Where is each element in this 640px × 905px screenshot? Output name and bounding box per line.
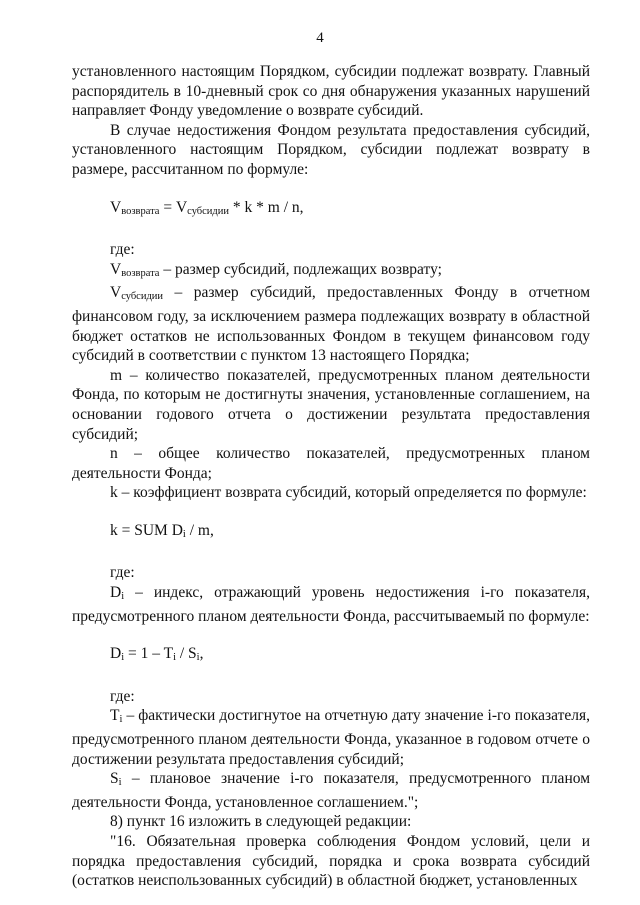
where-label: где: <box>110 564 135 582</box>
definition-k: k – коэффициент возврата субсидий, который определяется по формуле: <box>110 484 587 502</box>
definition-di: Di – индекс, отражающий уровень недостижения i-го показателя, предусмотренного планом деятельности Фонда, рассчитываемый по формуле: <box>72 584 590 625</box>
definition-ti: Ti – фактически достигнутое на отчетную дату значение i-го показателя, предусмотренного планом деятельности Фонда, указанное в годовом отчете о достижении результата предоставления субсидий; <box>72 707 590 768</box>
where-label: где: <box>110 241 135 259</box>
formula-di: Di = 1 – Ti / Si, <box>110 645 204 664</box>
item-8: 8) пункт 16 изложить в следующей редакции: <box>110 813 412 831</box>
paragraph-non-achievement: В случае недостижения Фондом результата предоставления субсидий, установленного настоящим Порядком, субсидии подлежат возврату в размере, рассчитанном по формуле: <box>72 121 590 178</box>
where-label: где: <box>110 687 135 705</box>
document-body <box>72 62 590 891</box>
paragraph-return-notice: установленного настоящим Порядком, субсидии подлежат возврату. Главный распорядитель в 10-дневный срок со дня обнаружения указанных нарушений направляет Фонду уведомление о возврате субсидий. <box>72 63 590 120</box>
definition-n: n – общее количество показателей, предусмотренных планом деятельности Фонда; <box>72 445 590 482</box>
formula-v-return: Vвозврата = Vсубсидии * k * m / n, <box>110 198 304 217</box>
formula-k: k = SUM Di / m, <box>110 521 214 540</box>
item-16: "16. Обязательная проверка соблюдения Фондом условий, цели и порядка предоставления субсидий, порядка и срока возврата субсидий (остатков неиспользованных субсидий) в областной бюджет, установленных <box>72 833 590 890</box>
definition-si: Si – плановое значение i-го показателя, предусмотренного планом деятельности Фонда, установленное соглашением."; <box>72 770 590 811</box>
definition-m: m – количество показателей, предусмотренных планом деятельности Фонда, по которым не достигнуты значения, установленные соглашением, на основании годового отчета о достижении результата предоставления субсидий; <box>72 366 590 443</box>
page-number: 4 <box>316 30 324 46</box>
definition-v-return: Vвозврата – размер субсидий, подлежащих возврату; <box>110 260 442 279</box>
definition-v-subsidy: Vсубсидии – размер субсидий, предоставленных Фонду в отчетном финансовом году, за исключением размера подлежащих возврату в областной бюджет остатков не использованных Фондом в текущем финансовом году субсидий в соответствии с пунктом 13 настоящего Порядка; <box>72 284 591 365</box>
